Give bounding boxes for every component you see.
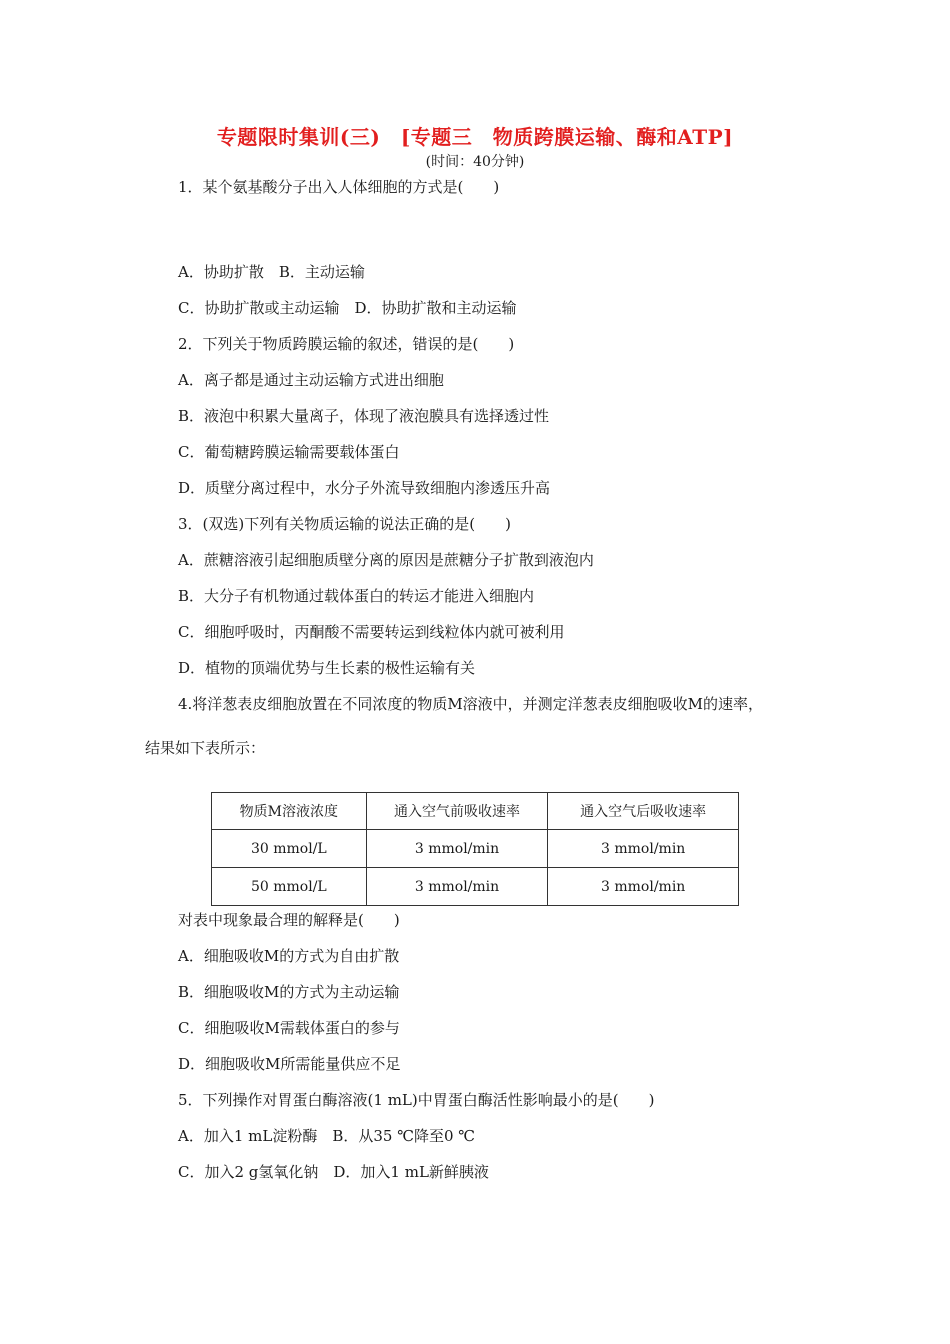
table-header-cell: 通入空气前吸收速率 [366, 793, 548, 830]
question-2-option-b: B．液泡中积累大量离子，体现了液泡膜具有选择透过性 [178, 407, 550, 425]
table-cell: 3 mmol/min [548, 830, 739, 868]
question-3-option-c: C．细胞呼吸时，丙酮酸不需要转运到线粒体内就可被利用 [178, 623, 565, 641]
question-4-option-b: B．细胞吸收M的方式为主动运输 [178, 983, 400, 1001]
table-row [212, 830, 739, 868]
question-2-stem: 2．下列关于物质跨膜运输的叙述，错误的是( ) [178, 335, 515, 353]
time-limit: (时间：40分钟) [425, 154, 525, 170]
table-cell: 3 mmol/min [366, 830, 548, 868]
question-5-options-cd: C．加入2 g氢氧化钠 D．加入1 mL新鲜胰液 [178, 1163, 489, 1181]
question-4-stem-line1: 4.将洋葱表皮细胞放置在不同浓度的物质M溶液中，并测定洋葱表皮细胞吸收M的速率， [178, 695, 764, 713]
table-header-cell: 通入空气后吸收速率 [548, 793, 739, 830]
question-4-question: 对表中现象最合理的解释是( ) [178, 911, 400, 929]
table-row [212, 868, 739, 906]
question-5-stem: 5．下列操作对胃蛋白酶溶液(1 mL)中胃蛋白酶活性影响最小的是( ) [178, 1091, 655, 1109]
question-5-options-ab: A．加入1 mL淀粉酶 B．从35 ℃降至0 ℃ [178, 1127, 476, 1145]
question-2-option-d: D．质壁分离过程中，水分子外流导致细胞内渗透压升高 [178, 479, 551, 497]
table-cell: 50 mmol/L [212, 868, 367, 906]
question-2-option-a: A．离子都是通过主动运输方式进出细胞 [178, 371, 444, 389]
table-cell: 3 mmol/min [366, 868, 548, 906]
question-4-option-c: C．细胞吸收M需载体蛋白的参与 [178, 1019, 400, 1037]
question-4-option-a: A．细胞吸收M的方式为自由扩散 [178, 947, 400, 965]
question-1-options-ab: A．协助扩散 B．主动运输 [178, 263, 365, 281]
question-4-option-d: D．细胞吸收M所需能量供应不足 [178, 1055, 401, 1073]
absorption-rate-table [211, 792, 739, 906]
question-4-stem-line2: 结果如下表所示： [145, 739, 266, 757]
table-header-row [212, 793, 739, 830]
question-2-option-c: C．葡萄糖跨膜运输需要载体蛋白 [178, 443, 400, 461]
table-cell: 30 mmol/L [212, 830, 367, 868]
page-title: 专题限时集训(三) [专题三 物质跨膜运输、酶和ATP] [216, 125, 734, 149]
question-3-option-b: B．大分子有机物通过载体蛋白的转运才能进入细胞内 [178, 587, 535, 605]
question-1-stem: 1．某个氨基酸分子出入人体细胞的方式是( ) [178, 178, 500, 196]
question-1-options-cd: C．协助扩散或主动运输 D．协助扩散和主动运输 [178, 299, 517, 317]
question-3-stem: 3．(双选)下列有关物质运输的说法正确的是( ) [178, 515, 511, 533]
question-3-option-d: D．植物的顶端优势与生长素的极性运输有关 [178, 659, 476, 677]
table-header-cell: 物质M溶液浓度 [212, 793, 367, 830]
table-cell: 3 mmol/min [548, 868, 739, 906]
question-3-option-a: A．蔗糖溶液引起细胞质壁分离的原因是蔗糖分子扩散到液泡内 [178, 551, 594, 569]
